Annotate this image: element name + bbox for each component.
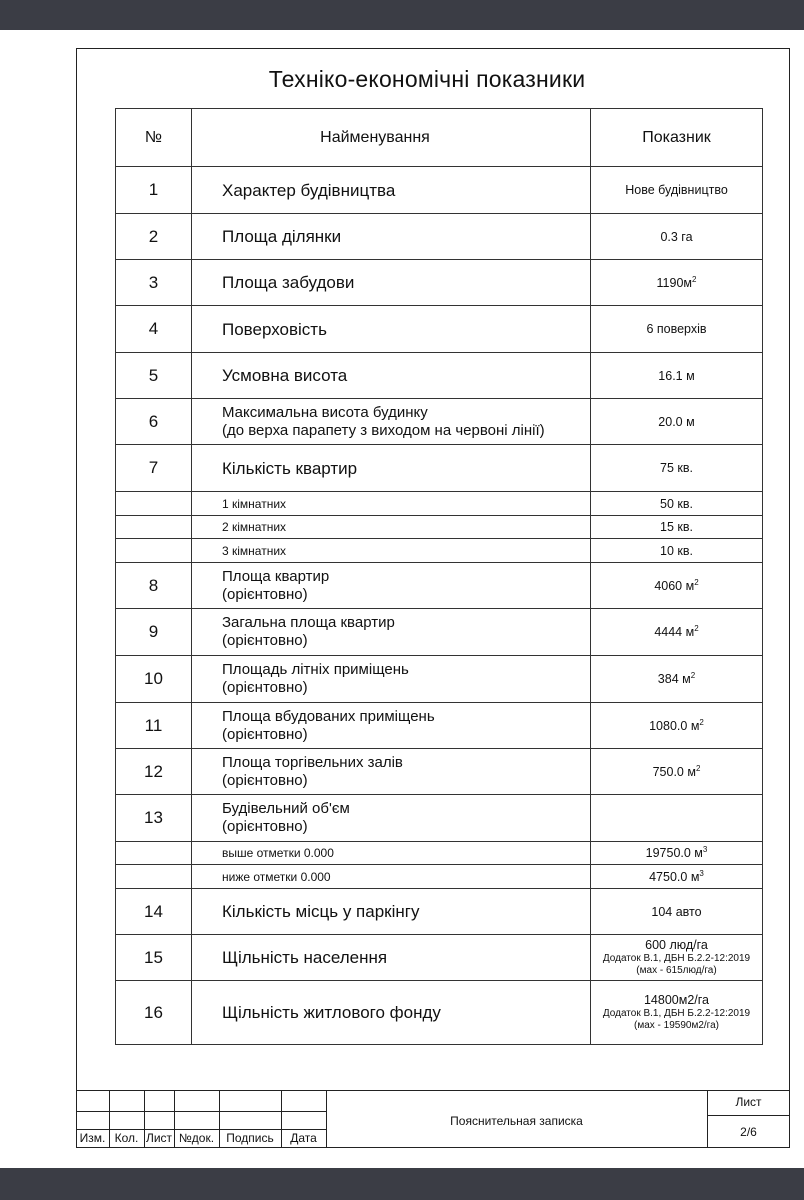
title-block: [76, 1090, 790, 1148]
row-name: [192, 399, 591, 445]
unit-superscript: 2: [690, 670, 696, 680]
row-value-norm-ref: Додаток В.1, ДБН Б.2.2-12:2019: [602, 953, 751, 964]
table-row: [116, 563, 763, 609]
row-value: [591, 214, 763, 260]
row-value-text: 600 люд/га: [645, 938, 708, 952]
row-name-text: Площа ділянки: [222, 227, 342, 246]
value-header: [591, 109, 763, 167]
row-number: [116, 445, 192, 492]
row-number: [116, 842, 192, 865]
row-number-text: 13: [144, 808, 163, 827]
row-value-text: Нове будівництво: [625, 183, 728, 197]
row-number: [116, 353, 192, 399]
unit-power: [703, 845, 707, 854]
row-value: [591, 889, 763, 935]
row-number-text: 11: [144, 715, 163, 735]
num-header-label: №: [144, 128, 163, 146]
row-name-text: Усмовна висота: [222, 366, 348, 385]
table-row: [116, 609, 763, 656]
name-header: [192, 109, 591, 167]
row-value-text: 14800м2/га: [643, 993, 709, 1007]
row-name-note: (орієнтовно): [222, 725, 308, 743]
row-value: [591, 749, 763, 795]
row-value-text: 1080.0 м: [649, 718, 700, 733]
row-value: [591, 842, 763, 865]
row-number-text: 8: [148, 575, 159, 595]
name-header-label: Найменування: [320, 128, 430, 146]
row-number: [116, 563, 192, 609]
table-row: [116, 703, 763, 749]
row-number: [116, 889, 192, 935]
row-number: [116, 656, 192, 703]
row-number: [116, 516, 192, 539]
unit-power: [694, 577, 698, 586]
row-number-text: 15: [144, 947, 163, 967]
row-name: [192, 842, 591, 865]
table-row: [116, 445, 763, 492]
row-name-note: (орієнтовно): [222, 771, 308, 789]
row-name-text: 2 кімнатних: [222, 520, 287, 534]
unit-superscript: 3: [699, 868, 704, 878]
sheet-number: 2/6: [740, 1125, 757, 1139]
row-value-text: 4060 м: [654, 578, 695, 593]
row-name: [192, 609, 591, 656]
row-number: [116, 935, 192, 981]
row-number: [116, 492, 192, 516]
sheet-label: Лист: [735, 1095, 762, 1109]
table-row: [116, 306, 763, 353]
row-number-text: 10: [144, 669, 163, 688]
row-number: [116, 703, 192, 749]
row-name: [192, 492, 591, 516]
table-row: [116, 656, 763, 703]
unit-superscript: 2: [694, 577, 699, 587]
row-name: [192, 167, 591, 214]
stamp-row-line: [76, 1129, 326, 1130]
table-row: [116, 935, 763, 981]
row-name: [192, 214, 591, 260]
row-value: [591, 795, 763, 842]
row-name: [192, 981, 591, 1045]
row-name: [192, 306, 591, 353]
row-value-text: 6 поверхів: [646, 322, 707, 336]
stamp-col-label: Лист: [145, 1131, 173, 1145]
table-row: [116, 492, 763, 516]
row-name-text: выше отметки 0.000: [222, 846, 334, 860]
row-value-text: 750.0 м: [652, 764, 696, 779]
row-name-text: Площа вбудованих приміщень: [222, 707, 435, 725]
row-name: [192, 563, 591, 609]
table-row: [116, 795, 763, 842]
row-value: [591, 609, 763, 656]
unit-superscript: 2: [695, 763, 701, 773]
unit-superscript: 2: [692, 274, 697, 284]
row-value-text: 384 м: [657, 672, 691, 686]
row-value-norm-ref: Додаток В.1, ДБН Б.2.2-12:2019: [602, 1008, 751, 1019]
row-number: [116, 865, 192, 889]
table-row: [116, 214, 763, 260]
stamp-col-label: Подпись: [226, 1131, 274, 1145]
stamp-top-line: [76, 1090, 790, 1091]
row-value-norm-max: (мах - 615люд/га): [636, 965, 717, 976]
row-number-text: 16: [144, 1002, 163, 1022]
row-name: [192, 865, 591, 889]
row-number-text: 7: [148, 458, 159, 477]
row-name-note: (орієнтовно): [222, 679, 308, 696]
stamp-col-label: Кол.: [114, 1131, 139, 1145]
row-value-norm-max: (мах - 19590м2/га): [634, 1020, 719, 1031]
row-value-text: 4750.0 м: [649, 869, 700, 884]
row-name-text: Кількість квартир: [222, 458, 358, 478]
stamp-col-label: Изм.: [79, 1131, 106, 1145]
table-header-row: [116, 109, 763, 167]
stamp-row-line: [76, 1111, 326, 1112]
row-value: [591, 563, 763, 609]
table-row: [116, 865, 763, 889]
table-row: [116, 353, 763, 399]
num-header: [116, 109, 192, 167]
row-name-note: (до верха парапету з виходом на червоні лінії): [222, 421, 545, 439]
unit-power: [694, 624, 698, 633]
row-name: [192, 445, 591, 492]
row-value: [591, 981, 763, 1045]
row-number: [116, 214, 192, 260]
row-number-text: 2: [148, 226, 159, 246]
row-name-text: Загальна площа квартир: [222, 614, 395, 631]
row-value: [591, 492, 763, 516]
table-row: [116, 539, 763, 563]
row-value-text: 104 авто: [651, 904, 702, 919]
row-name-text: Щільність житлового фонду: [222, 1003, 441, 1022]
row-number-text: 4: [148, 319, 159, 338]
stamp-col-label: №док.: [178, 1131, 215, 1145]
row-number: [116, 399, 192, 445]
row-value: [591, 703, 763, 749]
unit-power: [691, 671, 695, 680]
row-value: [591, 516, 763, 539]
unit-superscript: 3: [702, 844, 708, 854]
row-value: [591, 539, 763, 563]
row-value-text: 19750.0 м: [645, 846, 703, 860]
table-row: [116, 842, 763, 865]
unit-power: [699, 717, 703, 726]
unit-power: [692, 274, 696, 283]
row-value-text: 16.1 м: [658, 368, 695, 383]
document-title: Пояснительная записка: [450, 1114, 583, 1128]
row-name: [192, 889, 591, 935]
row-value-text: 10 кв.: [660, 543, 693, 558]
row-value: [591, 260, 763, 306]
table-row: [116, 399, 763, 445]
row-value: [591, 353, 763, 399]
table-row: [116, 167, 763, 214]
table-row: [116, 260, 763, 306]
row-value-text: 15 кв.: [660, 520, 693, 534]
row-name: [192, 935, 591, 981]
row-number-text: 9: [148, 622, 159, 641]
page-title: Техніко-економічні показники: [268, 66, 586, 92]
row-number: [116, 609, 192, 656]
row-name-text: Поверховість: [222, 319, 327, 339]
row-number-text: 1: [148, 180, 159, 199]
row-value-text: 0.3 га: [660, 229, 693, 244]
row-number-text: 14: [144, 901, 163, 921]
table-row: [116, 516, 763, 539]
row-number: [116, 167, 192, 214]
table-row: [116, 889, 763, 935]
unit-power: [699, 868, 703, 877]
row-name-text: 1 кімнатних: [222, 496, 287, 511]
row-name-text: 3 кімнатних: [222, 543, 287, 558]
value-header-label: Показник: [642, 128, 711, 146]
table-row: [116, 749, 763, 795]
row-number-text: 6: [148, 411, 159, 431]
row-value: [591, 306, 763, 353]
row-value: [591, 167, 763, 214]
row-name-text: Будівельний об'єм: [222, 800, 350, 817]
row-value: [591, 865, 763, 889]
unit-superscript: 2: [694, 623, 699, 633]
row-name-note: (орієнтовно): [222, 818, 308, 835]
row-value: [591, 399, 763, 445]
row-value: [591, 935, 763, 981]
indicators-table: [115, 108, 763, 1045]
row-name: [192, 703, 591, 749]
row-name-text: Максимальна висота будинку: [222, 403, 428, 421]
row-number-text: 5: [148, 365, 159, 385]
row-value: [591, 445, 763, 492]
row-name: [192, 539, 591, 563]
row-value-text: 20.0 м: [658, 414, 695, 429]
row-name-text: Щільність населення: [222, 948, 388, 967]
unit-power: [696, 763, 700, 772]
row-number: [116, 539, 192, 563]
row-number: [116, 260, 192, 306]
row-value-text: 4444 м: [654, 625, 695, 639]
stamp-col-label: Дата: [290, 1131, 317, 1145]
row-name: [192, 260, 591, 306]
row-name-text: Характер будівництва: [222, 180, 396, 200]
row-name-text: ниже отметки 0.000: [222, 869, 331, 884]
row-name-text: Площа торгівельних залів: [222, 753, 403, 771]
row-value-text: 75 кв.: [660, 461, 693, 475]
top-bar: [0, 0, 804, 30]
row-name-text: Площа квартир: [222, 567, 330, 585]
row-name-note: (орієнтовно): [222, 632, 308, 649]
row-number-text: 12: [144, 761, 163, 781]
row-number: [116, 795, 192, 842]
row-name: [192, 795, 591, 842]
row-value-text: 1190м: [656, 275, 693, 290]
row-name-text: Площа забудови: [222, 273, 355, 292]
row-number-text: 3: [148, 272, 159, 292]
row-name: [192, 749, 591, 795]
row-value: [591, 656, 763, 703]
row-number: [116, 306, 192, 353]
row-name-text: Площадь літніх приміщень: [222, 661, 409, 678]
stamp-sheet-line: [707, 1115, 790, 1116]
row-name-note: (орієнтовно): [222, 585, 308, 603]
row-name-text: Кількість місць у паркінгу: [222, 902, 420, 921]
unit-superscript: 2: [699, 717, 704, 727]
row-name: [192, 656, 591, 703]
bottom-bar: [0, 1168, 804, 1200]
row-number: [116, 749, 192, 795]
row-value-text: 50 кв.: [660, 496, 693, 511]
row-number: [116, 981, 192, 1045]
table-row: [116, 981, 763, 1045]
row-name: [192, 516, 591, 539]
row-name: [192, 353, 591, 399]
